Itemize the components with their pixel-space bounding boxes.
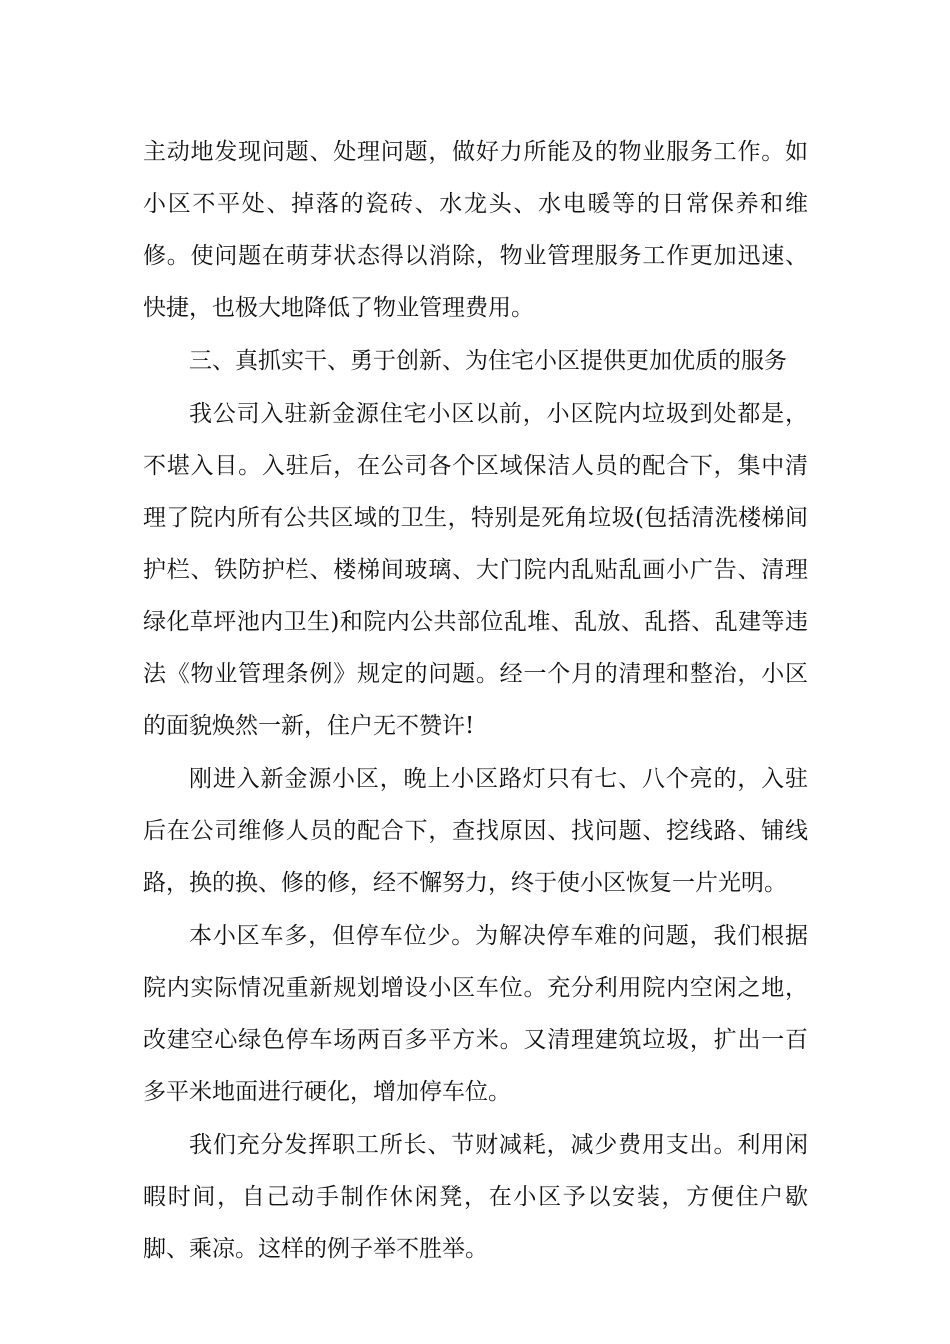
paragraph-cost-saving: 我们充分发挥职工所长、节财减耗，减少费用支出。利用闲暇时间，自己动手制作休闲凳，在小区予以安装，方便住户歇脚、乘凉。这样的例子举不胜举。 — [143, 1132, 808, 1262]
paragraph-cleanup: 我公司入驻新金源住宅小区以前，小区院内垃圾到处都是，不堪入目。入驻后，在公司各个区域保洁人员的配合下，集中清理了院内所有公共区域的卫生，特别是死角垃圾(包括清洗楼梯间护栏、铁防护栏、楼梯间玻璃、大门院内乱贴乱画小广告、清理绿化草坪池内卫生)和院内公共部位乱堆、乱放、乱搭、乱建等违法《物业管理条例》规定的问题。经一个月的清理和整治，小区的面貌焕然一新，住户无不赞许! — [143, 401, 808, 739]
document-body — [143, 126, 808, 1276]
paragraph-parking: 本小区车多，但停车位少。为解决停车难的问题，我们根据院内实际情况重新规划增设小区车位。充分利用院内空闲之地，改建空心绿色停车场两百多平方米。又清理建筑垃圾，扩出一百多平米地面进行硬化，增加停车位。 — [143, 923, 808, 1105]
paragraph-streetlights: 刚进入新金源小区，晚上小区路灯只有七、八个亮的，入驻后在公司维修人员的配合下，查找原因、找问题、挖线路、铺线路，换的换、修的修，经不懈努力，终于使小区恢复一片光明。 — [143, 766, 808, 896]
paragraph-continuation: 主动地发现问题、处理问题，做好力所能及的物业服务工作。如小区不平处、掉落的瓷砖、水龙头、水电暖等的日常保养和维修。使问题在萌芽状态得以消除，物业管理服务工作更加迅速、快捷，也极大地降低了物业管理费用。 — [143, 139, 808, 321]
section-heading: 三、真抓实干、勇于创新、为住宅小区提供更加优质的服务 — [189, 348, 787, 374]
